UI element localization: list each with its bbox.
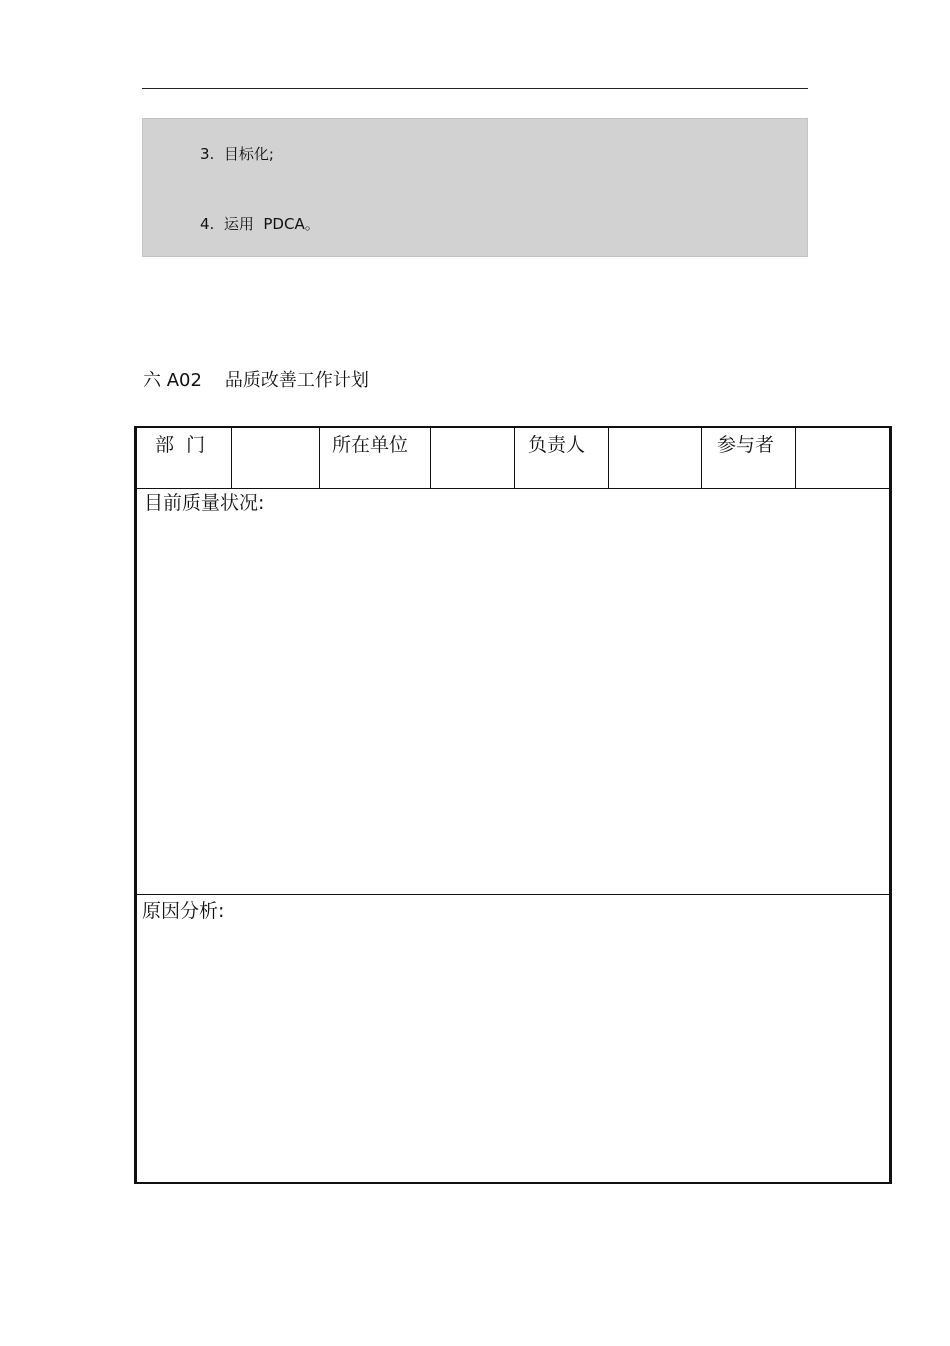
dept-field[interactable] — [232, 428, 320, 488]
form-header-row — [137, 428, 889, 489]
owner-label: 负责人 — [515, 428, 609, 488]
dept-label: 部 门 — [137, 428, 232, 488]
improvement-plan-form — [134, 426, 892, 1184]
unit-field[interactable] — [431, 428, 515, 488]
unit-label: 所在单位 — [320, 428, 431, 488]
list-item: 3. 目标化; — [200, 145, 274, 163]
cause-analysis-label: 原因分析: — [142, 900, 225, 922]
current-status-field[interactable] — [137, 489, 889, 895]
owner-field[interactable] — [609, 428, 702, 488]
highlight-box — [142, 118, 808, 257]
cause-analysis-field[interactable] — [137, 895, 889, 1182]
list-item: 4. 运用 PDCA。 — [200, 215, 320, 233]
participants-label: 参与者 — [702, 428, 796, 488]
section-title: 六 A02 品质改善工作计划 — [143, 370, 369, 391]
participants-field[interactable] — [796, 428, 889, 488]
header-rule — [142, 88, 808, 89]
current-status-label: 目前质量状况: — [144, 492, 265, 514]
